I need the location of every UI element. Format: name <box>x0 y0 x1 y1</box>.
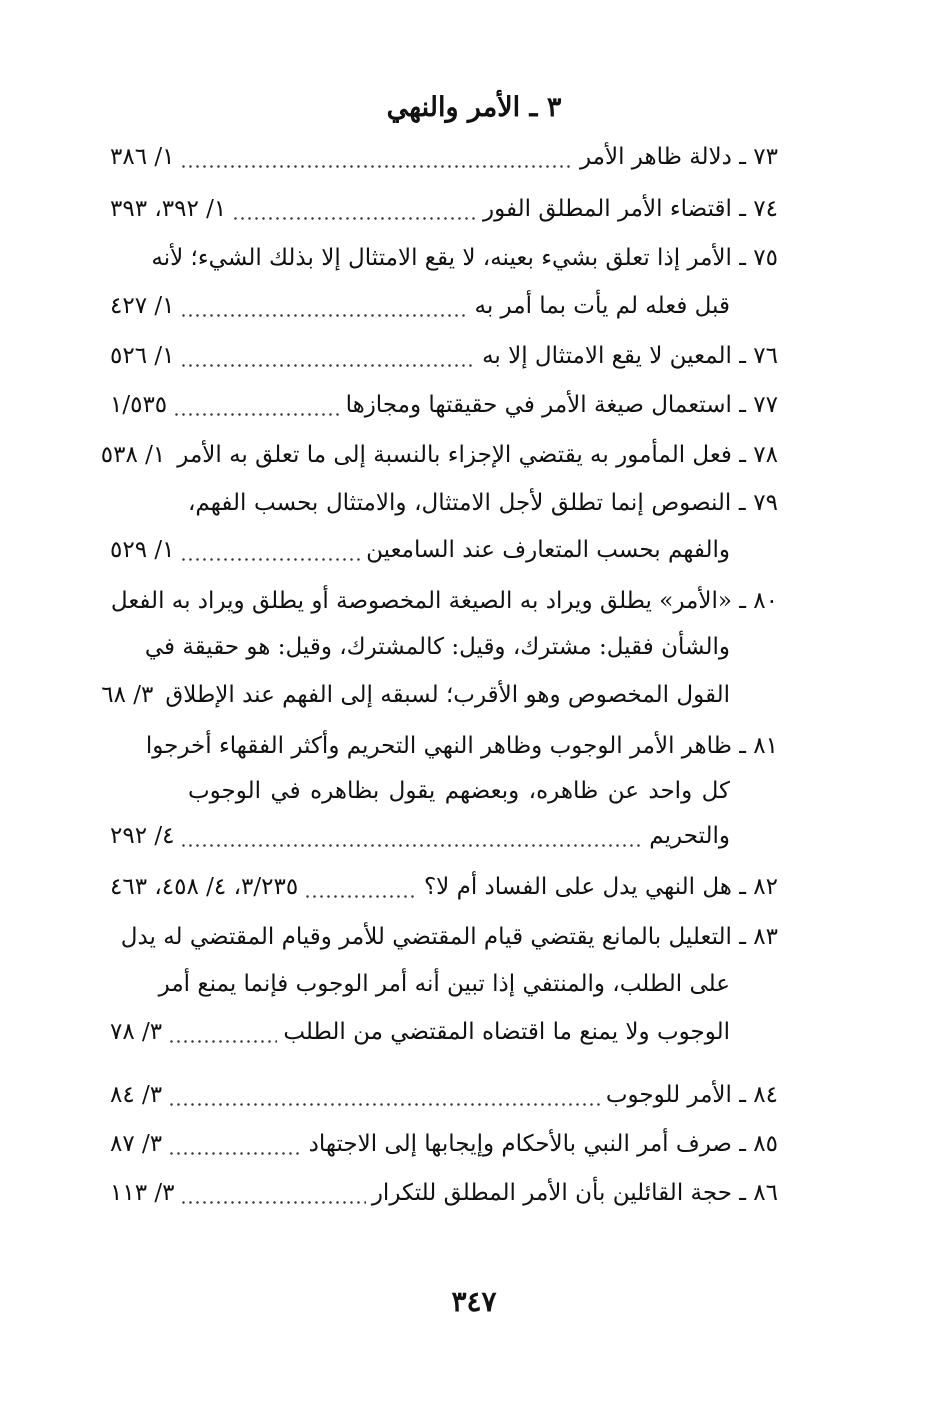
entry-leader-line <box>110 287 730 325</box>
entry-leader-line <box>110 531 730 569</box>
entry-text-line: والشأن فقيل: مشترك، وقيل: كالمشترك، وقيل: هو حقيقة في <box>144 634 730 660</box>
page-reference: ١/ ٣٨٦ <box>110 144 175 170</box>
entry-text: ٧٧ ـ استعمال صيغة الأمر في حقيقتها ومجازها <box>345 392 778 418</box>
page-reference: ١/ ٤٢٧ <box>110 293 175 319</box>
entry-leader-line <box>110 386 778 424</box>
entry-leader-line <box>110 1076 778 1114</box>
entry-text-line: ٧٥ ـ الأمر إذا تعلق بشيء بعينه، لا يقع الامتثال إلا بذلك الشيء؛ لأنه <box>151 245 778 271</box>
dot-leader <box>168 1125 302 1163</box>
entry-leader-line <box>110 1174 778 1212</box>
page-reference: ١/ ٥٢٩ <box>110 537 175 563</box>
dot-leader <box>180 531 360 569</box>
dot-leader <box>168 1013 277 1051</box>
entry-text: ٨٥ ـ صرف أمر النبي بالأحكام وإيجابها إلى الاجتهاد <box>308 1131 778 1157</box>
entry-text: والتحريم <box>649 823 730 849</box>
page-reference: ٣/ ٦٨ <box>101 682 154 708</box>
dot-leader <box>232 190 477 228</box>
entry-text: ٨٤ ـ الأمر للوجوب <box>605 1082 778 1108</box>
dot-leader <box>168 1076 600 1114</box>
dot-leader <box>304 868 418 906</box>
page-number: ٣٤٧ <box>451 1285 497 1318</box>
entry-text-line: كل واحد عن ظاهره، وبعضهم يقول بظاهره في الوجوب <box>188 778 730 804</box>
entry-text-line: ٨٠ ـ «الأمر» يطلق ويراد به الصيغة المخصوصة أو يطلق ويراد به الفعل <box>110 588 778 614</box>
page-reference: ٣/ ٧٨ <box>110 1019 163 1045</box>
entry-text: ٨٢ ـ هل النهي يدل على الفساد أم لا؟ <box>423 874 778 900</box>
page-reference: ١/٥٣٥ <box>110 392 168 418</box>
entry-text: ٧٨ ـ فعل المأمور به يقتضي الإجزاء بالنسبة إلى ما تعلق به الأمر <box>177 442 778 468</box>
entry-leader-line <box>100 436 778 474</box>
dot-leader <box>180 287 468 325</box>
entry-text: ٧٤ ـ اقتضاء الأمر المطلق الفور <box>482 196 778 222</box>
entry-text: والفهم بحسب المتعارف عند السامعين <box>366 537 730 563</box>
dot-leader <box>180 1174 365 1212</box>
page-reference: ٣/٢٣٥، ٤/ ٤٥٨، ٤٦٣ <box>110 874 299 900</box>
entry-text-line: ٨٣ ـ التعليل بالمانع يقتضي قيام المقتضي للأمر وقيام المقتضي له يدل <box>120 924 778 950</box>
entry-text-line: ٧٩ ـ النصوص إنما تطلق لأجل الامتثال، والامتثال بحسب الفهم، <box>188 490 778 516</box>
page-reference: ٣/ ٨٧ <box>110 1131 163 1157</box>
page-reference: ١/ ٣٩٢، ٣٩٣ <box>110 196 227 222</box>
dot-leader <box>180 337 476 375</box>
entry-text: ٨٦ ـ حجة القائلين بأن الأمر المطلق للتكرار <box>371 1180 778 1206</box>
entry-text-line: على الطلب، والمنتفي إذا تبين أنه أمر الوجوب فإنما يمنع أمر <box>158 971 730 997</box>
entry-leader-line <box>110 817 730 855</box>
entry-text: ٧٣ ـ دلالة ظاهر الأمر <box>579 144 778 170</box>
dot-leader <box>173 386 339 424</box>
entry-text-line: ٨١ ـ ظاهر الأمر الوجوب وظاهر النهي التحريم وأكثر الفقهاء أخرجوا <box>145 733 778 759</box>
page-reference: ١/ ٥٣٨ <box>100 442 166 468</box>
section-title: ٣ ـ الأمر والنهي <box>386 92 562 123</box>
dot-leader <box>180 817 643 855</box>
entry-leader-line <box>110 337 778 375</box>
entry-leader-line <box>110 1013 730 1051</box>
entry-leader-line <box>110 1125 778 1163</box>
entry-leader-line <box>110 138 778 176</box>
entry-leader-line <box>110 868 778 906</box>
entry-leader-line <box>110 190 778 228</box>
page-reference: ٤/ ٢٩٢ <box>110 823 175 849</box>
entry-text: ٧٦ ـ المعين لا يقع الامتثال إلا به <box>482 343 778 369</box>
page-reference: ٣/ ١١٣ <box>110 1180 175 1206</box>
entry-text: الوجوب ولا يمنع ما اقتضاه المقتضي من الطلب <box>283 1019 730 1045</box>
entry-text: قبل فعله لم يأت بما أمر به <box>474 293 730 319</box>
entry-leader-line <box>101 676 730 714</box>
entry-text: القول المخصوص وهو الأقرب؛ لسبقه إلى الفهم عند الإطلاق <box>165 682 730 708</box>
page-reference: ٣/ ٨٤ <box>110 1082 163 1108</box>
page-reference: ١/ ٥٢٦ <box>110 343 175 369</box>
dot-leader <box>180 138 573 176</box>
